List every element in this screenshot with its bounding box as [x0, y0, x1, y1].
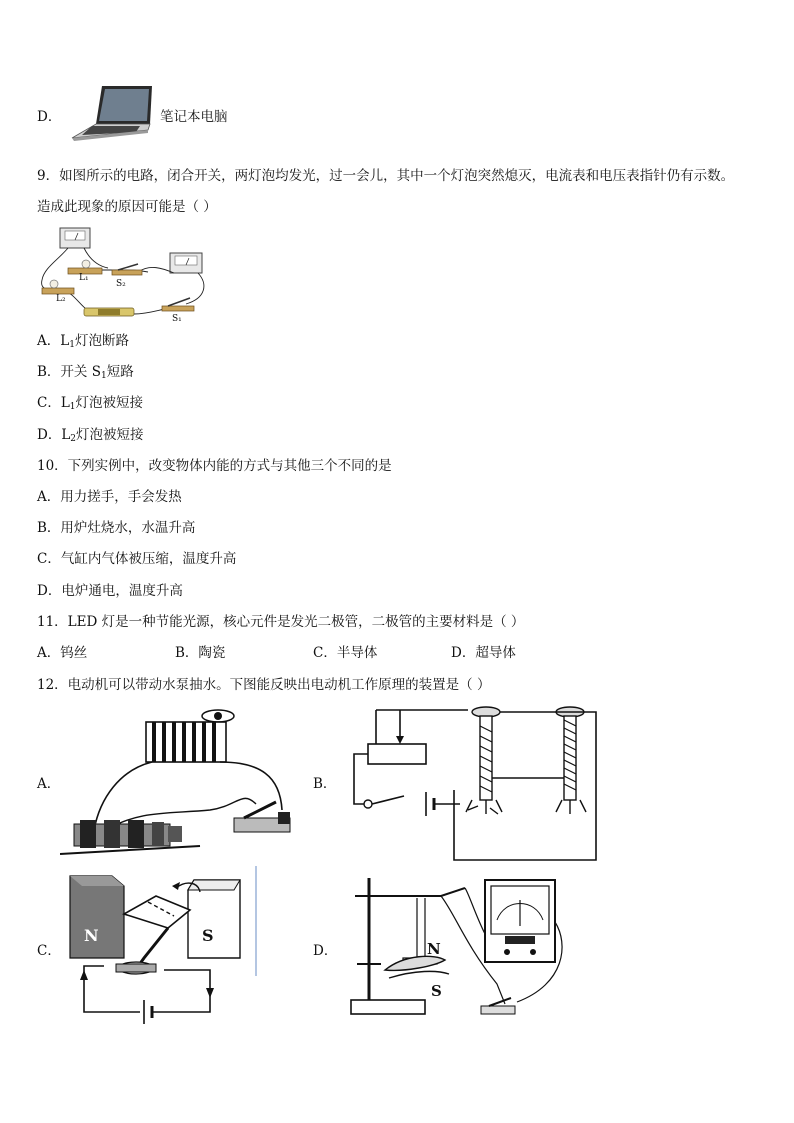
q12-option-b-letter: B．	[313, 776, 337, 792]
q11-option-a: A．钨丝	[37, 645, 88, 661]
label-l1: L₁	[79, 273, 89, 283]
q9-option-d-text: 灯泡被短接	[76, 427, 144, 443]
q8-option-d-text: 笔记本电脑	[160, 109, 228, 125]
label-l2: L₂	[56, 294, 66, 304]
q9-option-c-text: 灯泡被短接	[75, 395, 144, 411]
q9-option-d-prefix: D．L	[37, 427, 71, 443]
q12-stem: 12．电动机可以带动水泵抽水。下图能反映出电动机工作原理的装置是（ ）	[37, 677, 491, 693]
q9-option-a-sub: 1	[69, 340, 75, 350]
q9-option-c-sub: 1	[69, 402, 76, 412]
q9-option-a-text: 灯泡断路	[74, 333, 129, 349]
q9-circuit-figure	[38, 224, 213, 324]
q9-option-c	[37, 394, 143, 412]
q9-option-b-prefix: B．开关 S	[37, 364, 101, 380]
horseshoe-s-label: S	[431, 982, 442, 1000]
q9-option-a	[37, 332, 129, 350]
label-s2: S₂	[116, 279, 126, 289]
q11-stem: 11．LED 灯是一种节能光源，核心元件是发光二极管，二极管的主要材料是（ ）	[37, 614, 525, 630]
q11-option-d: D．超导体	[451, 645, 516, 661]
q10-option-c: C．气缸内气体被压缩，温度升高	[37, 551, 237, 567]
q8-option-d	[37, 108, 61, 126]
q8-option-d-letter: D．	[37, 109, 62, 125]
q9-option-d	[37, 426, 144, 444]
label-s1: S₁	[172, 314, 182, 324]
q9-option-d-sub: 2	[70, 434, 77, 444]
q12-figure-a	[60, 706, 305, 858]
laptop-image	[66, 82, 156, 142]
q9-stem-line1: 9．如图所示的电路，闭合开关，两灯泡均发光，过一会儿，其中一个灯泡突然熄灭，电流表和电压表指针仍有示数。	[37, 168, 735, 184]
q9-option-b-text: 短路	[106, 364, 134, 380]
q10-option-d: D．电炉通电，温度升高	[37, 583, 183, 599]
q12-figure-c	[64, 866, 260, 1026]
q12-figure-d	[345, 874, 575, 1020]
horseshoe-n-label: N	[427, 940, 441, 958]
q11-options	[37, 644, 516, 662]
magnet-n-label: N	[84, 926, 99, 945]
magnet-s-label: S	[202, 926, 214, 945]
q10-option-a: A．用力搓手，手会发热	[37, 489, 182, 505]
q12-option-d-letter: D．	[313, 943, 338, 959]
q9-option-a-prefix: A．L	[37, 333, 70, 349]
q9-stem-line2: 造成此现象的原因可能是（ ）	[37, 199, 217, 215]
q9-option-b	[37, 363, 134, 381]
q12-option-a-letter: A．	[37, 776, 61, 792]
q11-option-c: C．半导体	[313, 645, 378, 661]
q12-option-c-letter: C．	[37, 943, 61, 959]
q10-stem: 10．下列实例中，改变物体内能的方式与其他三个不同的是	[37, 458, 392, 474]
q9-option-c-prefix: C．L	[37, 395, 70, 411]
q11-option-b: B．陶瓷	[175, 645, 226, 661]
q12-figure-b	[340, 706, 602, 864]
q10-option-b: B．用炉灶烧水，水温升高	[37, 520, 196, 536]
q9-option-b-sub: 1	[100, 371, 107, 381]
